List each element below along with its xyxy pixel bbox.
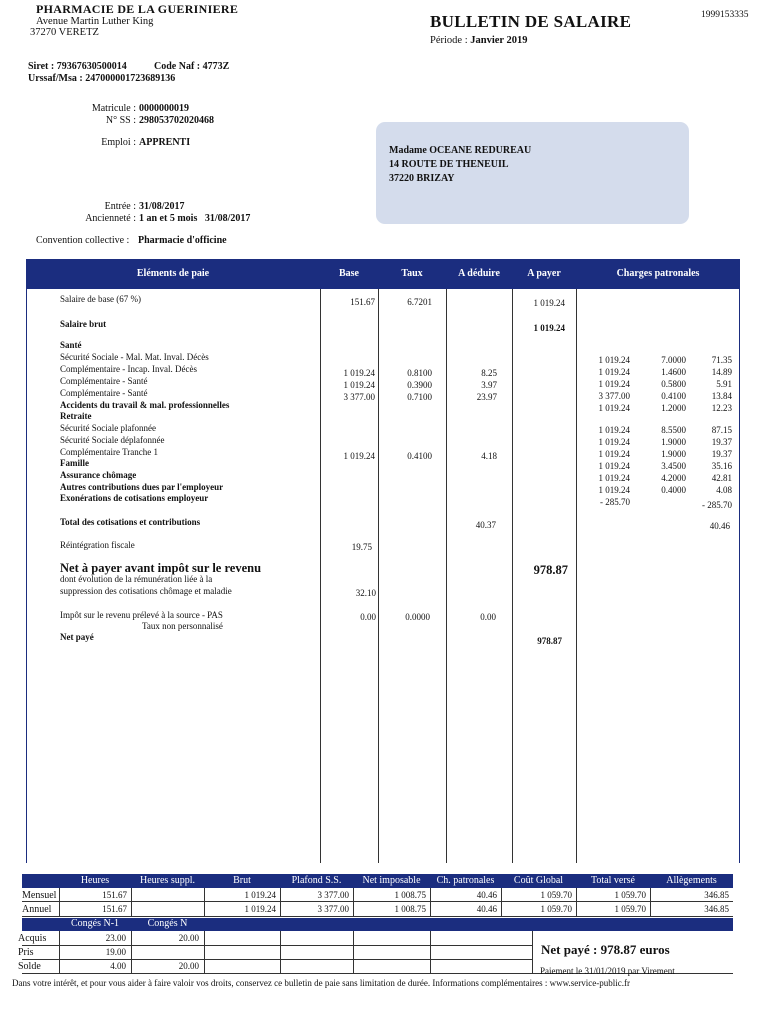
anciennete-label: Ancienneté : <box>85 213 136 224</box>
row-base: 1 019.24 <box>343 451 375 461</box>
table-border-right <box>739 289 740 863</box>
matricule-value: 0000000019 <box>139 103 189 114</box>
row-taux: 0.7100 <box>407 392 432 402</box>
conges-row-label: Pris <box>18 947 34 958</box>
net-avant-impot-label: Net à payer avant impôt sur le revenu <box>60 561 262 575</box>
pas-deduire: 0.00 <box>480 612 496 622</box>
reintegration-base: 19.75 <box>351 542 372 552</box>
col-header-base: Base <box>339 268 359 279</box>
summary-cell: 1 059.70 <box>540 904 572 914</box>
row-cp-taux: 0.4000 <box>661 485 686 495</box>
row-label: Retraite <box>60 411 92 421</box>
pas-subtitle: Taux non personnalisé <box>142 621 223 631</box>
row-cp-base: 1 019.24 <box>598 461 630 471</box>
reintegration-label: Réintégration fiscale <box>60 540 135 550</box>
row-cp-base: 1 019.24 <box>598 485 630 495</box>
col-header-charges: Charges patronales <box>616 268 700 279</box>
row-cp-montant: 19.37 <box>711 437 732 447</box>
period-label: Période : <box>430 35 468 46</box>
net-paye-value: 978.87 <box>537 636 562 646</box>
row-cp-taux: 3.4500 <box>661 461 686 471</box>
row-cp-base: 1 019.24 <box>598 367 630 377</box>
col-header-elements: Eléments de paie <box>136 268 210 279</box>
summary-cell: 1 008.75 <box>394 904 426 914</box>
document-period <box>430 35 528 46</box>
conges-row-divider <box>22 959 532 960</box>
ss-value: 298053702020468 <box>139 115 214 126</box>
summary-col-header: Net imposable <box>362 875 421 886</box>
conges-col-divider <box>430 931 431 973</box>
summary-cell: 151.67 <box>102 904 127 914</box>
summary-cell: 1 008.75 <box>394 890 426 900</box>
row-cp-base: 1 019.24 <box>598 355 630 365</box>
summary-col-divider <box>204 888 205 916</box>
row-label: Salaire de base (67 %) <box>60 294 141 304</box>
row-cp-base: 1 019.24 <box>598 379 630 389</box>
row-cp-montant: - 285.70 <box>702 500 732 510</box>
col-header-taux: Taux <box>401 268 423 279</box>
summary-cell: 3 377.00 <box>317 904 349 914</box>
employer-naf: Code Naf : 4773Z <box>154 61 230 72</box>
summary-cell: 40.46 <box>476 890 497 900</box>
footer-notice: Dans votre intérêt, et pour vous aider à faire valoir vos droits, conservez ce bulletin de paie sans limitation de durée. Informations complémentaires : www.service-public.fr <box>12 978 630 988</box>
row-label: Sécurité Sociale déplafonnée <box>60 435 165 445</box>
summary-col-divider <box>280 888 281 916</box>
row-cp-taux: 1.4600 <box>661 367 686 377</box>
total-cotisations-label: Total des cotisations et contributions <box>60 517 201 527</box>
row-label: Complémentaire - Santé <box>60 388 148 398</box>
summary-cell: 40.46 <box>476 904 497 914</box>
conges-row-divider <box>22 945 532 946</box>
conges-col-divider <box>59 931 60 973</box>
row-cp-montant: 71.35 <box>711 355 732 365</box>
summary-cell: 3 377.00 <box>317 890 349 900</box>
document-title: BULLETIN DE SALAIRE <box>430 12 632 31</box>
row-label: Sécurité Sociale plafonnée <box>60 423 156 433</box>
row-label: Santé <box>60 340 82 350</box>
net-paye-total: Net payé : 978.87 euros <box>541 942 670 957</box>
period-value: Janvier 2019 <box>470 35 528 46</box>
summary-col-header: Heures suppl. <box>140 875 195 886</box>
summary-col-header: Brut <box>233 875 251 886</box>
ss-label: N° SS : <box>105 115 136 126</box>
row-label: Exonérations de cotisations employeur <box>60 493 209 503</box>
row-cp-montant: 5.91 <box>716 379 732 389</box>
conges-row-label: Acquis <box>18 933 47 944</box>
summary-cell: 1 059.70 <box>614 890 646 900</box>
row-payer: 1 019.24 <box>533 298 565 308</box>
pas-taux: 0.0000 <box>405 612 430 622</box>
conges-col-divider <box>131 931 132 973</box>
row-deduire: 4.18 <box>481 451 497 461</box>
row-cp-montant: 35.16 <box>711 461 732 471</box>
row-cp-montant: 12.23 <box>711 403 732 413</box>
summary-cell: 1 059.70 <box>540 890 572 900</box>
row-cp-base: 1 019.24 <box>598 449 630 459</box>
summary-cell: 1 019.24 <box>244 904 276 914</box>
row-deduire: 8.25 <box>481 368 497 378</box>
row-cp-taux: 1.9000 <box>661 437 686 447</box>
row-cp-base: 1 019.24 <box>598 403 630 413</box>
row-cp-montant: 13.84 <box>711 391 732 401</box>
summary-col-divider <box>501 888 502 916</box>
conges-col-divider <box>204 931 205 973</box>
conges-n-cell: 20.00 <box>178 961 199 971</box>
summary-row-divider <box>22 901 733 902</box>
row-cp-taux: 7.0000 <box>661 355 686 365</box>
row-label: Famille <box>60 458 89 468</box>
recipient-city: 37220 BRIZAY <box>389 173 455 184</box>
row-cp-taux: 1.9000 <box>661 449 686 459</box>
row-cp-taux: 0.5800 <box>661 379 686 389</box>
conges-row-label: Solde <box>18 961 41 972</box>
row-cp-montant: 4.08 <box>716 485 732 495</box>
table-border-left <box>26 289 27 863</box>
row-label: Salaire brut <box>60 319 107 329</box>
summary-col-divider <box>576 888 577 916</box>
matricule-label: Matricule : <box>91 103 136 114</box>
row-taux: 0.8100 <box>407 368 432 378</box>
row-cp-taux: 1.2000 <box>661 403 686 413</box>
pas-base: 0.00 <box>360 612 376 622</box>
col-header-deduire: A déduire <box>458 268 500 279</box>
row-label: Complémentaire - Santé <box>60 376 148 386</box>
summary-cell: 151.67 <box>102 890 127 900</box>
employer-address-line1: Avenue Martin Luther King <box>36 16 154 27</box>
summary-col-header: Coût Global <box>513 875 564 886</box>
entree-value: 31/08/2017 <box>139 201 185 212</box>
dont-evolution-line1: dont évolution de la rémunération liée à la <box>60 574 213 584</box>
col-divider <box>576 289 577 863</box>
conges-col-divider <box>280 931 281 973</box>
summary-col-divider <box>131 888 132 916</box>
emploi-value: APPRENTI <box>139 137 191 148</box>
row-deduire: 3.97 <box>481 380 497 390</box>
summary-cell: 346.85 <box>704 890 729 900</box>
summary-col-divider <box>430 888 431 916</box>
row-base: 151.67 <box>350 297 375 307</box>
dont-evolution-base: 32.10 <box>355 588 376 598</box>
employer-urssaf: Urssaf/Msa : 247000001723689136 <box>28 73 176 84</box>
row-cp-montant: 14.89 <box>711 367 732 377</box>
payment-date: Paiement le 31/01/2019 par Virement <box>540 966 675 976</box>
row-label: Sécurité Sociale - Mal. Mat. Inval. Décès <box>60 352 209 362</box>
row-label: Autres contributions dues par l'employeur <box>60 482 224 492</box>
row-cp-taux: 8.5500 <box>661 425 686 435</box>
total-cotisations-deduire: 40.37 <box>475 520 496 530</box>
row-taux: 0.3900 <box>407 380 432 390</box>
row-deduire: 23.97 <box>476 392 497 402</box>
row-taux: 6.7201 <box>407 297 432 307</box>
summary-cell: 1 019.24 <box>244 890 276 900</box>
row-cp-taux: 4.2000 <box>661 473 686 483</box>
net-avant-impot-value: 978.87 <box>533 563 568 577</box>
total-charges-patronales: 40.46 <box>709 521 730 531</box>
document-number: 1999153335 <box>701 10 749 20</box>
conges-col-divider <box>532 931 533 973</box>
pas-label: Impôt sur le revenu prélevé à la source - PAS <box>60 610 223 620</box>
conges-n1-cell: 4.00 <box>110 961 126 971</box>
row-payer: 1 019.24 <box>533 323 565 333</box>
summary-col-header: Plafond S.S. <box>291 875 342 886</box>
row-label: Complémentaire - Incap. Inval. Décès <box>60 364 197 374</box>
recipient-name: Madame OCEANE REDUREAU <box>389 145 532 156</box>
summary-col-divider <box>59 888 60 916</box>
col-divider <box>378 289 379 863</box>
emploi-label: Emploi : <box>101 137 136 148</box>
row-label: Complémentaire Tranche 1 <box>60 447 158 457</box>
convention-label: Convention collective : <box>36 235 130 246</box>
employer-name: PHARMACIE DE LA GUERINIERE <box>36 2 239 16</box>
row-taux: 0.4100 <box>407 451 432 461</box>
summary-col-header: Heures <box>80 875 110 886</box>
recipient-address-box <box>376 122 689 224</box>
summary-cell: 346.85 <box>704 904 729 914</box>
summary-col-divider <box>353 888 354 916</box>
summary-col-divider <box>650 888 651 916</box>
row-base: 1 019.24 <box>343 380 375 390</box>
summary-col-header: Total versé <box>590 875 635 886</box>
row-cp-base: 3 377.00 <box>598 391 630 401</box>
col-header-payer: A payer <box>527 268 561 279</box>
row-cp-montant: 42.81 <box>711 473 732 483</box>
row-cp-base: - 285.70 <box>600 497 630 507</box>
conges-n1-cell: 19.00 <box>105 947 126 957</box>
summary-cell: 1 059.70 <box>614 904 646 914</box>
net-paye-label: Net payé <box>60 632 94 642</box>
conges-col-divider <box>353 931 354 973</box>
conges-n-cell: 20.00 <box>178 933 199 943</box>
dont-evolution-line2: suppression des cotisations chômage et maladie <box>60 586 232 596</box>
row-cp-base: 1 019.24 <box>598 473 630 483</box>
employer-address-line2: 37270 VERETZ <box>30 27 99 38</box>
row-cp-base: 1 019.24 <box>598 425 630 435</box>
entree-label: Entrée : <box>104 201 136 212</box>
row-cp-montant: 87.15 <box>711 425 732 435</box>
employer-siret: Siret : 79367630500014 <box>28 61 127 72</box>
recipient-street: 14 ROUTE DE THENEUIL <box>389 159 509 170</box>
row-base: 3 377.00 <box>343 392 375 402</box>
anciennete-value: 1 an et 5 mois 31/08/2017 <box>139 213 251 224</box>
summary-col-header: Ch. patronales <box>436 875 495 886</box>
row-label: Assurance chômage <box>60 470 137 480</box>
summary-col-header: Allègements <box>666 875 717 886</box>
summary-row-label: Annuel <box>22 904 52 915</box>
row-label: Accidents du travail & mal. professionnelles <box>60 400 230 410</box>
conges-n1-cell: 23.00 <box>105 933 126 943</box>
row-cp-base: 1 019.24 <box>598 437 630 447</box>
payslip-table-header <box>26 259 740 289</box>
summary-row-label: Mensuel <box>22 890 57 901</box>
conges-col-header: Congés N <box>147 918 188 929</box>
row-cp-montant: 19.37 <box>711 449 732 459</box>
row-base: 1 019.24 <box>343 368 375 378</box>
convention-value: Pharmacie d'officine <box>138 235 227 246</box>
conges-col-header: Congés N-1 <box>70 918 120 929</box>
row-cp-taux: 0.4100 <box>661 391 686 401</box>
